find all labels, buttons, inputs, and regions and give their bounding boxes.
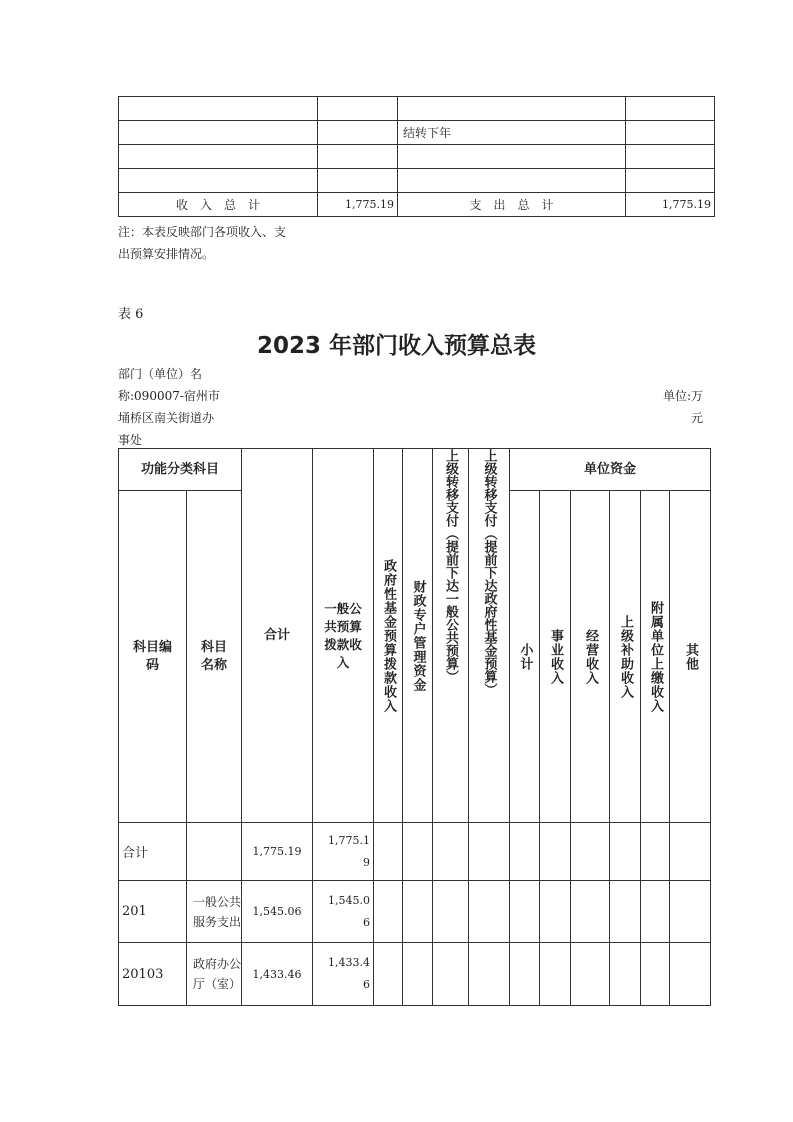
empty-cell xyxy=(403,881,433,943)
header-operating-label: 经营收入 xyxy=(583,628,599,685)
header-total: 合计 xyxy=(242,449,313,823)
table-note xyxy=(118,221,286,265)
row-general: 1,775.19 xyxy=(313,823,374,881)
table-row xyxy=(119,145,715,169)
cell xyxy=(626,145,715,169)
empty-cell xyxy=(540,823,571,881)
row-code: 20103 xyxy=(119,943,187,1006)
unit-line: 单位:万 xyxy=(662,389,703,403)
department-line: 部门（单位）名 xyxy=(118,367,203,381)
expense-total-label: 支 出 总 计 xyxy=(398,193,626,217)
empty-cell xyxy=(571,823,610,881)
empty-cell xyxy=(641,943,670,1006)
table-row xyxy=(119,881,711,943)
page-title: 2023 年部门收入预算总表 xyxy=(256,333,537,359)
empty-cell xyxy=(374,881,403,943)
header-other xyxy=(670,491,711,823)
empty-cell xyxy=(540,943,571,1006)
empty-cell xyxy=(571,881,610,943)
income-budget-data xyxy=(118,822,711,1006)
income-budget-table xyxy=(118,448,711,823)
empty-cell xyxy=(610,823,641,881)
department-line: 称:090007-宿州市 xyxy=(118,389,220,403)
empty-cell xyxy=(374,823,403,881)
cell xyxy=(119,145,318,169)
table-row xyxy=(119,97,715,121)
header-code xyxy=(119,491,187,823)
cell xyxy=(119,97,318,121)
row-general: 1,433.46 xyxy=(313,943,374,1006)
header-business xyxy=(540,491,571,823)
header-name-label: 科目名称 xyxy=(200,639,227,673)
row-total: 1,775.19 xyxy=(242,823,313,881)
header-business-label: 事业收入 xyxy=(548,628,564,685)
income-expense-summary-table xyxy=(118,96,715,217)
empty-cell xyxy=(433,823,469,881)
row-total: 1,433.46 xyxy=(242,943,313,1006)
cell xyxy=(398,169,626,193)
header-gov-fund xyxy=(374,449,403,823)
header-subtotal xyxy=(510,491,540,823)
empty-cell xyxy=(641,823,670,881)
header-general xyxy=(313,449,374,823)
empty-cell xyxy=(510,881,540,943)
cell xyxy=(318,121,398,145)
header-row xyxy=(119,449,711,491)
header-transfer-general-label: 上级转移支付（提前下达一般公共预算） xyxy=(443,449,459,683)
empty-cell xyxy=(510,943,540,1006)
header-transfer-fund-label: 上级转移支付（提前下达政府性基金预算） xyxy=(481,449,497,696)
empty-cell xyxy=(433,881,469,943)
income-total-label: 收 入 总 计 xyxy=(119,193,318,217)
header-func-class: 功能分类科目 xyxy=(119,449,242,491)
row-name: 政府办公厅（室） xyxy=(187,943,242,1006)
header-special xyxy=(403,449,433,823)
header-subsidy-label: 上级补助收入 xyxy=(618,614,634,699)
row-code: 合计 xyxy=(119,823,187,881)
unit-label xyxy=(663,385,703,429)
header-special-label: 财政专户管理资金 xyxy=(410,579,426,692)
row-name xyxy=(187,823,242,881)
empty-cell xyxy=(374,943,403,1006)
header-transfer-fund xyxy=(469,449,510,823)
header-affiliated-label: 附属单位上缴收入 xyxy=(648,600,664,713)
department-name xyxy=(118,363,220,451)
table-number-label: 表 6 xyxy=(118,307,144,322)
department-line: 事处 xyxy=(118,433,143,447)
empty-cell xyxy=(670,881,711,943)
table-row xyxy=(119,121,715,145)
empty-cell xyxy=(610,943,641,1006)
empty-cell xyxy=(433,943,469,1006)
header-subtotal-label: 小计 xyxy=(517,642,533,671)
header-other-label: 其他 xyxy=(683,642,699,671)
empty-cell xyxy=(469,943,510,1006)
cell xyxy=(318,169,398,193)
empty-cell xyxy=(403,823,433,881)
cell xyxy=(119,121,318,145)
empty-cell xyxy=(670,823,711,881)
cell xyxy=(626,121,715,145)
cell xyxy=(318,97,398,121)
header-name xyxy=(187,491,242,823)
unit-line: 元 xyxy=(690,411,703,425)
total-row xyxy=(119,193,715,217)
empty-cell xyxy=(469,881,510,943)
expense-total-value: 1,775.19 xyxy=(626,193,715,217)
header-affiliated xyxy=(641,491,670,823)
header-gov-fund-label: 政府性基金预算拨款收入 xyxy=(381,558,397,713)
header-unit-funds: 单位资金 xyxy=(510,449,711,491)
cell xyxy=(318,145,398,169)
row-name: 一般公共服务支出 xyxy=(187,881,242,943)
header-subsidy xyxy=(610,491,641,823)
empty-cell xyxy=(540,881,571,943)
cell xyxy=(626,97,715,121)
header-transfer-general xyxy=(433,449,469,823)
header-code-label: 科目编码 xyxy=(132,639,172,673)
empty-cell xyxy=(670,943,711,1006)
row-total: 1,545.06 xyxy=(242,881,313,943)
note-line: 注：本表反映部门各项收入、支 xyxy=(118,225,287,239)
table-row xyxy=(119,943,711,1006)
empty-cell xyxy=(469,823,510,881)
row-code: 201 xyxy=(119,881,187,943)
note-line: 出预算安排情况。 xyxy=(118,247,215,261)
cell xyxy=(398,145,626,169)
cell xyxy=(398,97,626,121)
empty-cell xyxy=(610,881,641,943)
income-total-value: 1,775.19 xyxy=(318,193,398,217)
department-line: 埇桥区南关街道办 xyxy=(118,411,215,425)
table-row xyxy=(119,169,715,193)
table-row xyxy=(119,823,711,881)
empty-cell xyxy=(641,881,670,943)
row-general: 1,545.06 xyxy=(313,881,374,943)
cell xyxy=(119,169,318,193)
empty-cell xyxy=(403,943,433,1006)
empty-cell xyxy=(510,823,540,881)
header-operating xyxy=(571,491,610,823)
cell xyxy=(626,169,715,193)
empty-cell xyxy=(571,943,610,1006)
carry-forward-label: 结转下年 xyxy=(398,121,626,145)
header-general-label: 一般公共预算拨款收入 xyxy=(324,600,362,670)
